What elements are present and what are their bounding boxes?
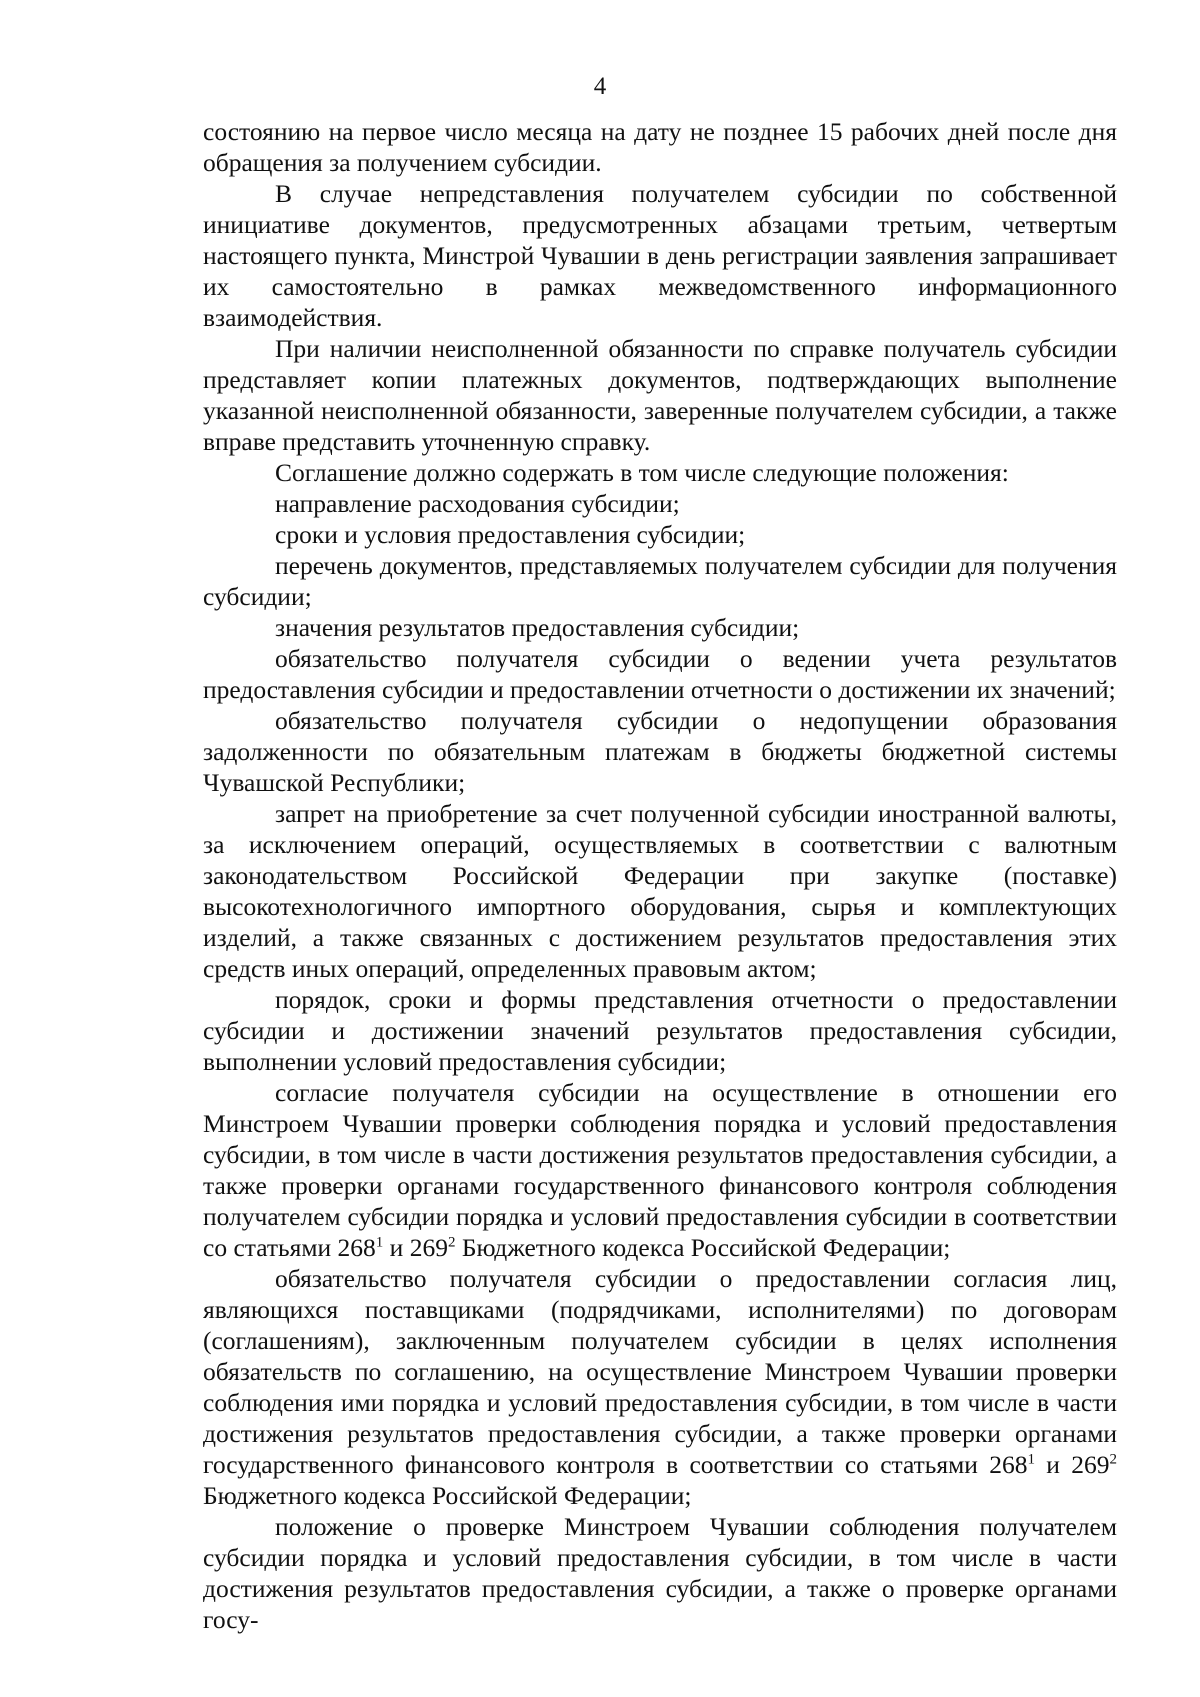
list-item-terms: сроки и условия предоставления субсидии; <box>275 520 746 549</box>
list-item-documents: перечень документов, представляемых получателем субсидии для получения субсидии; <box>203 551 1117 611</box>
list-item-accounting-obligation: обязательство получателя субсидии о ведении учета результатов предоставления субсидии и предоставлении отчетности о достижении их значений; <box>203 644 1117 704</box>
superscript-digit: 2 <box>447 1234 456 1251</box>
paragraph-continuation: состоянию на первое число месяца на дату не позднее 15 рабочих дней после дня обращения за получением субсидии. <box>203 117 1117 177</box>
list-item-supplier-consent: обязательство получателя субсидии о предоставлении согласия лиц, являющихся поставщиками (подрядчиками, исполнителями) по договорам (соглашениям), заключенным получателем субсидии в целях исполнения обязательств по соглашению, на осуществление Минстроем Чувашии проверки соблюдения ими порядка и условий предоставления субсидии, в том числе в части достижения результатов предоставления субсидии, а также проверки органами государственного финансового контроля в соответствии со статьями $268^1$ и $269^2$ Бюджетного кодекса Российской Федерации; <box>203 1264 1117 1510</box>
paragraph-independent-request: В случае непредставления получателем субсидии по собственной инициативе документов, предусмотренных абзацами третьим, четвертым настоящего пункта, Минстрой Чувашии в день регистрации заявления запрашивает их самостоятельно в рамках межведомственного информационного взаимодействия. <box>203 179 1117 332</box>
paragraph-unfulfilled-obligation: При наличии неисполненной обязанности по справке получатель субсидии представляет копии платежных документов, подтверждающих выполнение указанной неисполненной обязанности, заверенные получателем субсидии, а также вправе представить уточненную справку. <box>203 334 1117 456</box>
superscript-digit: 1 <box>375 1234 384 1251</box>
list-item-direction: направление расходования субсидии; <box>275 489 680 518</box>
list-item-reporting: порядок, сроки и формы представления отчетности о предоставлении субсидии и достижении значений результатов предоставления субсидии, выполнении условий предоставления субсидии; <box>203 985 1117 1076</box>
list-item-consent: согласие получателя субсидии на осуществление в отношении его Минстроем Чувашии проверки соблюдения порядка и условий предоставления субсидии, в том числе в части достижения результатов предоставления субсидии, а также проверки органами государственного финансового контроля соблюдения получателем субсидии порядка и условий предоставления субсидии в соответствии со статьями $268^1$ и $269^2$ Бюджетного кодекса Российской Федерации; <box>203 1078 1117 1262</box>
paragraph-agreement-intro: Соглашение должно содержать в том числе следующие положения: <box>275 458 1009 487</box>
list-item-currency-ban: запрет на приобретение за счет полученной субсидии иностранной валюты, за исключением операций, осуществляемых в соответствии с валютным законодательством Российской Федерации при закупке (поставке) высокотехнологичного импортного оборудования, сырья и комплектующих изделий, а также связанных с достижением результатов предоставления этих средств иных операций, определенных правовым актом; <box>203 799 1117 983</box>
body-text <box>203 116 1117 1635</box>
superscript-digit: 2 <box>1109 1451 1117 1468</box>
list-item-verification: положение о проверке Минстроем Чувашии соблюдения получателем субсидии порядка и условий предоставления субсидии, в том числе в части достижения результатов предоставления субсидии, а также о проверке органами госу- <box>203 1512 1117 1634</box>
superscript-digit: 1 <box>1027 1451 1035 1468</box>
list-item-debt-obligation: обязательство получателя субсидии о недопущении образования задолженности по обязательным платежам в бюджеты бюджетной системы Чувашской Республики; <box>203 706 1117 797</box>
list-item-results: значения результатов предоставления субсидии; <box>275 613 800 642</box>
page-number: 4 <box>593 73 607 100</box>
